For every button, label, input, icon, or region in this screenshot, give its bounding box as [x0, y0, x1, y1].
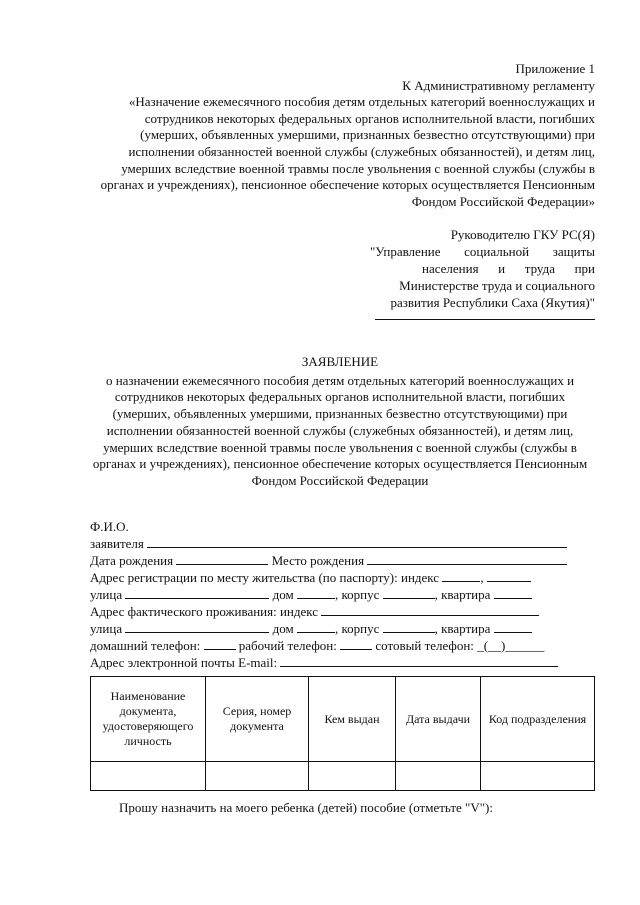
identity-document-table [90, 676, 595, 791]
apartment-label: , квартира [434, 587, 491, 602]
table-header-cell: Дата выдачи [396, 677, 481, 762]
fio-label: Ф.И.О. [90, 519, 129, 534]
statement-line: Фондом Российской Федерации [251, 472, 429, 488]
table-header-cell: Кем выдан [309, 677, 396, 762]
statement-line: о назначении ежемесячного пособия детям отдельных категорий военнослужащих и [105, 372, 575, 388]
street-label: улица [90, 621, 123, 636]
actual-house-field[interactable] [297, 621, 335, 633]
reg-apartment-field[interactable] [494, 587, 532, 599]
statement-line: сотрудников некоторых федеральных органов исполнительной власти, погибших [114, 389, 566, 405]
recipient-line: Руководителю ГКУ РС(Я) [450, 227, 595, 242]
request-text: Прошу назначить на моего ребенка (детей) пособие (отметьте "V"): [119, 800, 493, 815]
table-row [91, 762, 595, 791]
table-cell[interactable] [91, 762, 206, 791]
recipient-line: развития Республики Саха (Якутия)" [390, 295, 595, 310]
appendix-line: органах и учреждениях), пенсионное обеспечение которых осуществляется Пенсионным [100, 177, 595, 193]
email-label: Адрес электронной почты E-mail: [90, 655, 278, 670]
reg-building-field[interactable] [383, 587, 435, 599]
reg-street-field[interactable] [125, 587, 269, 599]
table-cell[interactable] [481, 762, 595, 791]
recipient-line: Министерстве труда и социального [399, 278, 595, 293]
applicant-label: заявителя [90, 536, 144, 551]
table-cell[interactable] [309, 762, 396, 791]
table-header-cell: Код подразделения [481, 677, 595, 762]
recipient-signature-line[interactable] [375, 319, 595, 320]
reg-address-label: Адрес регистрации по месту жительства (по паспорту): индекс [90, 570, 440, 585]
statement-title-block [80, 354, 600, 490]
recipient-line: населения и труда при [422, 261, 595, 276]
birth-place-field[interactable] [367, 553, 567, 565]
applicant-form: Ф.И.О. заявителя Дата рождения Место рождения Адрес регистрации по месту жительства (по паспорту): индекс , улица дом , корпус , квартира Адрес фактического проживания: индекс улица дом , корпус , квартира домашний телефон: рабочий телефон: сотовый телефон: _(__)______ Адрес электронной почты E-mail: [90, 518, 600, 671]
house-label: дом [272, 587, 294, 602]
actual-address-label: Адрес фактического проживания: индекс [90, 604, 319, 619]
actual-building-field[interactable] [383, 621, 435, 633]
table-cell[interactable] [396, 762, 481, 791]
actual-apartment-field[interactable] [494, 621, 532, 633]
recipient-block [370, 226, 595, 311]
table-header-row [91, 677, 595, 762]
statement-line: органах и учреждениях), пенсионное обеспечение которых осуществляется Пенсионным [92, 456, 588, 472]
building-label: , корпус [334, 621, 380, 636]
home-phone-label: домашний телефон: [90, 638, 201, 653]
actual-index-field[interactable] [321, 604, 539, 616]
birth-date-label: Дата рождения [90, 553, 174, 568]
appendix-line: Фондом Российской Федерации» [411, 193, 595, 209]
statement-heading: ЗАЯВЛЕНИЕ [301, 354, 379, 369]
birth-place-label: Место рождения [271, 553, 365, 568]
reg-index-field[interactable] [442, 570, 480, 582]
appendix-line: «Назначение ежемесячного пособия детям отдельных категорий военнослужащих и [128, 94, 595, 110]
reg-house-field[interactable] [297, 587, 335, 599]
recipient-line: "Управление социальной защиты [370, 244, 595, 259]
statement-line: умерших вследствие военной травмы после увольнения с военной службы (службы в [103, 439, 577, 455]
mobile-phone-label: сотовый телефон: [375, 638, 474, 653]
statement-line: исполнении обязанностей военной службы (служебных обязанностей), и детям лиц, [106, 422, 574, 438]
appendix-line: умерших вследствие военной травмы после увольнения с военной службы (службы в [121, 160, 595, 176]
work-phone-field[interactable] [340, 638, 372, 650]
email-field[interactable] [280, 655, 558, 667]
birth-date-field[interactable] [176, 553, 268, 565]
mobile-phone-field[interactable]: _(__)______ [477, 638, 545, 653]
apartment-label: , квартира [434, 621, 491, 636]
appendix-line: Приложение 1 [515, 61, 595, 76]
appendix-line: исполнении обязанностей военной службы (служебных обязанностей), и детям лиц, [128, 143, 595, 159]
work-phone-label: рабочий телефон: [238, 638, 337, 653]
street-label: улица [90, 587, 123, 602]
appendix-line: (умерших, объявленных умершими, признанных безвестно отсутствующими) при [140, 127, 595, 143]
house-label: дом [272, 621, 294, 636]
applicant-name-field[interactable] [147, 536, 567, 548]
actual-street-field[interactable] [125, 621, 269, 633]
building-label: , корпус [334, 587, 380, 602]
statement-line: (умерших, объявленных умершими, признанных безвестно отсутствующими) при [112, 406, 568, 422]
home-phone-field[interactable] [204, 638, 236, 650]
table-header-cell: Наименование документа, удостоверяющего личность [91, 677, 206, 762]
appendix-block [100, 61, 595, 210]
appendix-line: сотрудников некоторых федеральных органов исполнительной власти, погибших [144, 110, 595, 126]
table-header-cell: Серия, номер документа [206, 677, 309, 762]
reg-index-field-2[interactable] [487, 570, 531, 582]
appendix-line: К Административному регламенту [402, 77, 595, 93]
table-cell[interactable] [206, 762, 309, 791]
